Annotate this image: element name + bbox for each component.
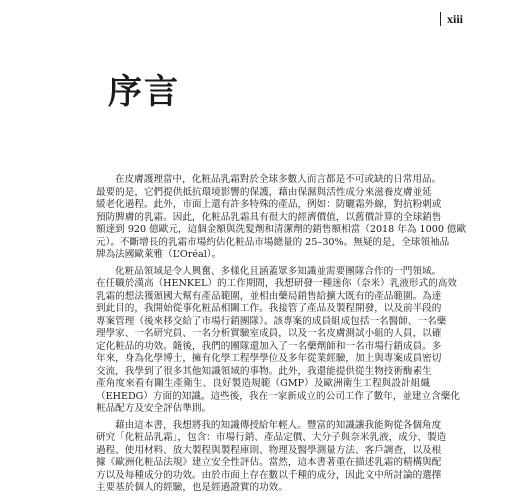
text-line: 化粧品領域是令人興奮、多樣化且涵蓋眾多知識並需要團隊合作的一門領域。: [115, 265, 442, 277]
text-line: 乳霜的想法獲頒國大幫有產品範圍，並相由藥局銷售給擴大既有的產品範圍。為達: [96, 290, 442, 302]
text-line: 緩老化過程。此外，市面上還有許多特殊的產品，例如：防曬霜外線，對抗粉刺或: [96, 199, 442, 210]
paragraph: [96, 419, 447, 495]
text-line: 粧品配方及安全評估準則。: [96, 403, 212, 414]
page-number: xiii: [440, 12, 463, 26]
text-line: 到此目的，我開始從事化粧品相關工作。我接管了產品及製程開發，以及前半段的: [96, 303, 442, 314]
text-line: 主要基於個人的經驗，也是經過證實的功效。: [96, 482, 288, 493]
text-line: 理學家、一名研究員、一名分析實驗室成員，以及一名皮膚測試小組的人員，以確: [96, 328, 442, 339]
text-line: 預防脾膚的乳霜。因此，化粧品乳霜具有很大的經濟價值，以舊價計算的全球銷售: [96, 211, 442, 223]
text-line: 專案管理（後來移交給了市場行銷團隊）。該專案的成員組成包括一名醫師、一名藥: [96, 315, 447, 327]
text-line: 定化粧品的功效。隨後，我們的團隊還加入了一名藥劑師和一名市場行銷成員。多: [96, 340, 442, 352]
text-line: 在皮膚護理當中，化粧品乳霜對於全球多數人而言都是不可或缺的日常用品。: [115, 174, 442, 185]
body-text: [96, 174, 467, 499]
text-line: 元）。不斷增長的乳霜市場約佔化粧品市場總量的 25–30%。無疑的是，全球領袖品: [96, 236, 450, 248]
paragraph: [96, 265, 460, 416]
paragraph: [96, 174, 467, 262]
text-line: 年來，身為化學博士，擁有化學工程學學位及多年從業經驗，加上與專案成員密切: [96, 353, 442, 364]
text-line: 牌為法國歐萊雅（L’Oréal）。: [96, 249, 222, 260]
text-line: 交流，我學到了很多其他知識領域的事物。此外，我還能提供從生物技術酶素生: [96, 365, 432, 377]
page-title: 序言: [108, 72, 180, 112]
text-line: 藉由這本書，我想將我的知識傳授給年輕人。豐富的知識讓我能夠從各個角度: [115, 419, 442, 431]
text-line: 過程、使用材料、放大製程與製程庫則、物理及醫學測量方法、客戶調查，以及根: [96, 444, 442, 456]
text-line: 在任職於漢高（HENKEL）的工作期間，我想研發一種迷你（奈米）乳液形式的高效: [96, 278, 457, 289]
text-line: （EHEDG）方面的知識。這些後，我在一家新成立的公司工作了數年，並建立含藥化: [96, 390, 460, 402]
text-line: 據《歐洲化粧品法規》建立安全性評估。當然，這本書著重在描述乳霜的精構與配: [96, 457, 442, 468]
text-line: 產角度來看有關生產衛生、良好製造規範（GMP）及歐洲衛生工程與設計組織: [96, 378, 430, 389]
text-line: 研究「化粧品乳霜」，包含：市場行銷、產品定價、大分子與奈米乳液，成分、製造: [96, 432, 447, 443]
text-line: 額達到 920 億歐元，這個金額與洗髮劑和清潔劑的銷售額相當（2018 年為 1000 億歐: [96, 224, 467, 235]
text-line: 方以及每種成分的功效。由於市面上存在數以千種的成分，因此文中所討論的選擇: [96, 469, 442, 481]
text-line: 最要的是，它們提供抵抗環境影響的保護，藉由保濕與活性成分來滋養皮膚並延: [96, 186, 432, 198]
